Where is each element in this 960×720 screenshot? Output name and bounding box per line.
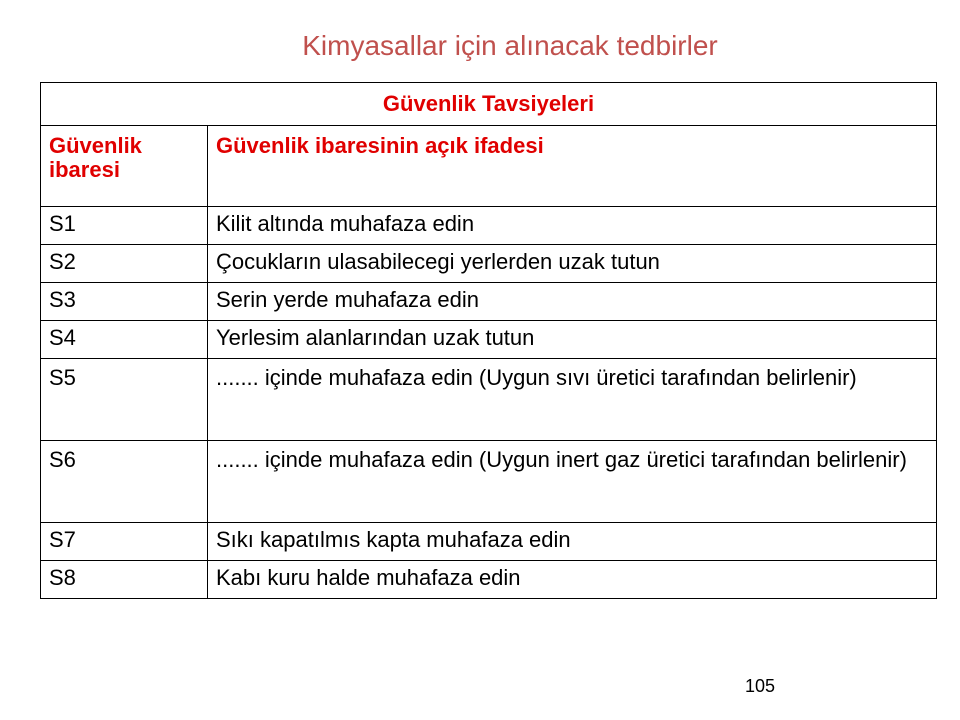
row-description: Çocukların ulasabilecegi yerlerden uzak tutun xyxy=(208,245,937,283)
table-row xyxy=(41,441,937,523)
row-code: S7 xyxy=(41,523,208,561)
column-header-row xyxy=(41,126,937,207)
row-code: S1 xyxy=(41,207,208,245)
row-code: S5 xyxy=(41,359,208,441)
table-row xyxy=(41,321,937,359)
safety-advice-table xyxy=(40,82,937,599)
row-description: Yerlesim alanlarından uzak tutun xyxy=(208,321,937,359)
table-heading-row xyxy=(41,83,937,126)
row-description: ....... içinde muhafaza edin (Uygun sıvı üretici tarafından belirlenir) xyxy=(208,359,937,441)
row-code: S2 xyxy=(41,245,208,283)
table-row xyxy=(41,245,937,283)
row-description: Serin yerde muhafaza edin xyxy=(208,283,937,321)
table-row xyxy=(41,359,937,441)
page-number: 105 xyxy=(745,676,776,696)
table-row xyxy=(41,207,937,245)
table-row xyxy=(41,523,937,561)
slide-title: Kimyasallar için alınacak tedbirler xyxy=(302,30,718,61)
column-header-description: Güvenlik ibaresinin açık ifadesi xyxy=(208,126,937,207)
table-heading: Güvenlik Tavsiyeleri xyxy=(41,83,937,126)
table-row xyxy=(41,561,937,599)
row-description: ....... içinde muhafaza edin (Uygun inert gaz üretici tarafından belirlenir) xyxy=(208,441,937,523)
table-row xyxy=(41,283,937,321)
row-code: S3 xyxy=(41,283,208,321)
row-description: Kabı kuru halde muhafaza edin xyxy=(208,561,937,599)
column-header-code: Güvenlik ibaresi xyxy=(41,126,208,207)
row-code: S6 xyxy=(41,441,208,523)
row-description: Kilit altında muhafaza edin xyxy=(208,207,937,245)
row-description: Sıkı kapatılmıs kapta muhafaza edin xyxy=(208,523,937,561)
row-code: S4 xyxy=(41,321,208,359)
row-code: S8 xyxy=(41,561,208,599)
